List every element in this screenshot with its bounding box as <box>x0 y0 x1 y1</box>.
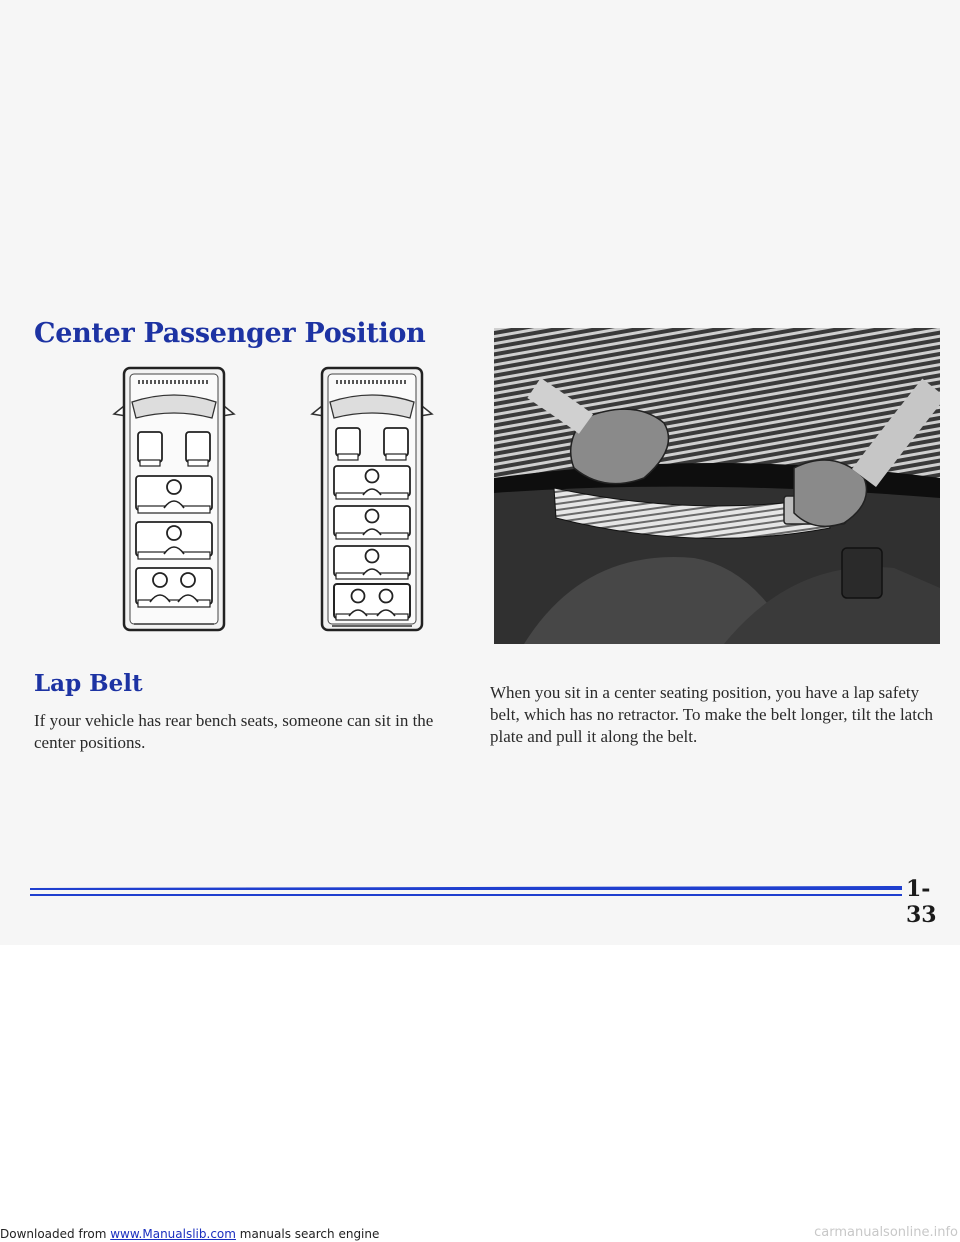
manualslib-link[interactable]: www.Manualslib.com <box>110 1227 236 1241</box>
van-diagram-4-rows <box>104 362 244 640</box>
footer-prefix: Downloaded from <box>0 1227 111 1241</box>
page-title: Center Passenger Position <box>34 318 426 349</box>
footer-rule <box>30 885 902 899</box>
van-diagram-5-rows <box>302 362 442 640</box>
watermark: carmanualsonline.info <box>814 1225 958 1240</box>
footer-suffix: manuals search engine <box>235 1227 380 1241</box>
page-number: 1-33 <box>906 876 937 928</box>
section-heading-lap-belt: Lap Belt <box>34 670 143 697</box>
intro-paragraph: If your vehicle has rear bench seats, someone can sit in the center positions. <box>34 711 434 752</box>
lap-belt-photo <box>494 328 940 644</box>
download-footer <box>0 1227 379 1241</box>
lap-belt-paragraph: When you sit in a center seating position, you have a lap safety belt, which has no retractor. To make the belt longer, tilt the latch plate and pull it along the belt. <box>490 683 933 746</box>
